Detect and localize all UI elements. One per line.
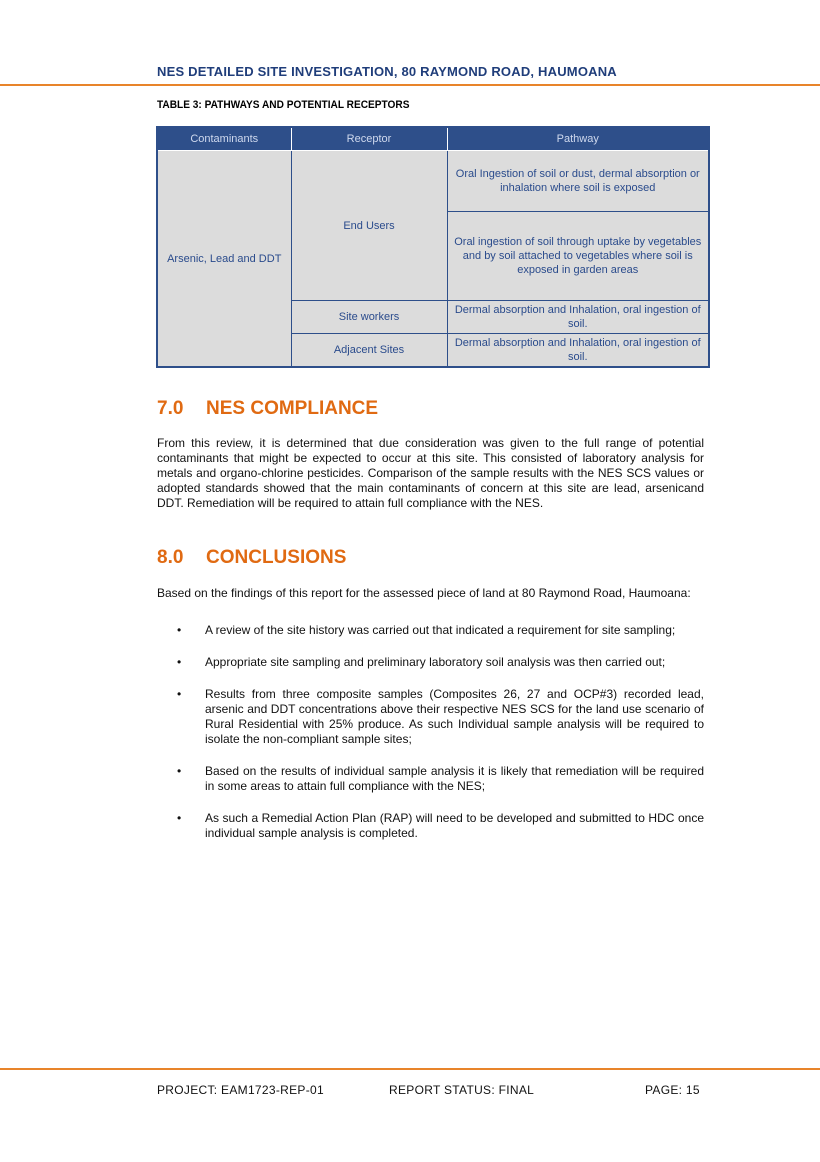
receptor-cell: Site workers — [291, 301, 447, 334]
conclusions-intro: Based on the findings of this report for the assessed piece of land at 80 Raymond Road, Haumoana: — [157, 586, 691, 600]
footer-project: PROJECT: EAM1723-REP-01 — [157, 1083, 324, 1097]
pathway-cell: Dermal absorption and Inhalation, oral ingestion of soil. — [447, 334, 709, 368]
receptor-cell: Adjacent Sites — [291, 334, 447, 368]
list-item-text: Results from three composite samples (Composites 26, 27 and OCP#3) recorded lead, arsenic and DDT concentrations above their respective NES SCS for the land use scenario of Rural Residential with 25% produce. As such Individual sample analysis will be required to isolate the non-compliant sample sites; — [205, 687, 704, 746]
list-item — [157, 623, 704, 638]
header-contaminants: Contaminants — [157, 127, 291, 151]
footer-report-status: REPORT STATUS: FINAL — [389, 1083, 535, 1097]
table-row — [157, 151, 709, 212]
table-caption: TABLE 3: PATHWAYS AND POTENTIAL RECEPTORS — [157, 99, 410, 111]
bullet-icon: • — [177, 687, 182, 701]
document-header-title: NES DETAILED SITE INVESTIGATION, 80 RAYMOND ROAD, HAUMOANA — [157, 64, 617, 79]
list-item — [157, 655, 704, 670]
header-pathway: Pathway — [447, 127, 709, 151]
bullet-icon: • — [177, 655, 182, 669]
list-item-text: Appropriate site sampling and preliminary laboratory soil analysis was then carried out; — [205, 655, 666, 669]
section-heading-conclusions — [157, 547, 346, 569]
footer-divider — [0, 1068, 820, 1070]
receptor-cell: End Users — [291, 151, 447, 301]
list-item-text: Based on the results of individual sample analysis it is likely that remediation will be required in some areas to attain full compliance with the NES; — [205, 764, 704, 793]
footer-page-number: PAGE: 15 — [645, 1083, 700, 1097]
section-title: NES COMPLIANCE — [206, 398, 379, 419]
list-item-text: As such a Remedial Action Plan (RAP) will need to be developed and submitted to HDC once individual sample analysis is completed. — [205, 811, 704, 840]
section-title: CONCLUSIONS — [206, 547, 347, 568]
list-item — [157, 811, 704, 841]
table-header-row — [157, 127, 709, 151]
bullet-icon: • — [177, 764, 182, 778]
list-item — [157, 687, 704, 747]
section-number: 7.0 — [157, 398, 184, 419]
header-receptor: Receptor — [291, 127, 447, 151]
conclusions-list — [157, 623, 704, 841]
pathways-table — [156, 126, 710, 368]
pathway-cell: Oral Ingestion of soil or dust, dermal absorption or inhalation where soil is exposed — [447, 151, 709, 212]
section-heading-nes-compliance — [157, 398, 378, 420]
bullet-icon: • — [177, 811, 182, 825]
list-item — [157, 764, 704, 794]
pathway-cell: Oral ingestion of soil through uptake by vegetables and by soil attached to vegetables where soil is exposed in garden areas — [447, 212, 709, 301]
section-number: 8.0 — [157, 547, 184, 568]
pathway-cell: Dermal absorption and Inhalation, oral ingestion of soil. — [447, 301, 709, 334]
list-item-text: A review of the site history was carried out that indicated a requirement for site sampling; — [205, 623, 676, 637]
bullet-icon: • — [177, 623, 182, 637]
contaminants-cell: Arsenic, Lead and DDT — [157, 151, 291, 368]
nes-compliance-paragraph: From this review, it is determined that due consideration was given to the full range of potential contaminants that might be expected to occur at this site. This consisted of laboratory analysis for metals and organo-chlorine pesticides. Comparison of the sample results with the NES SCS values or adopted standards showed that the main contaminants of concern at this site are lead, arsenicand DDT. Remediation will be required to attain full compliance with the NES. — [157, 436, 704, 510]
header-divider — [0, 84, 820, 86]
